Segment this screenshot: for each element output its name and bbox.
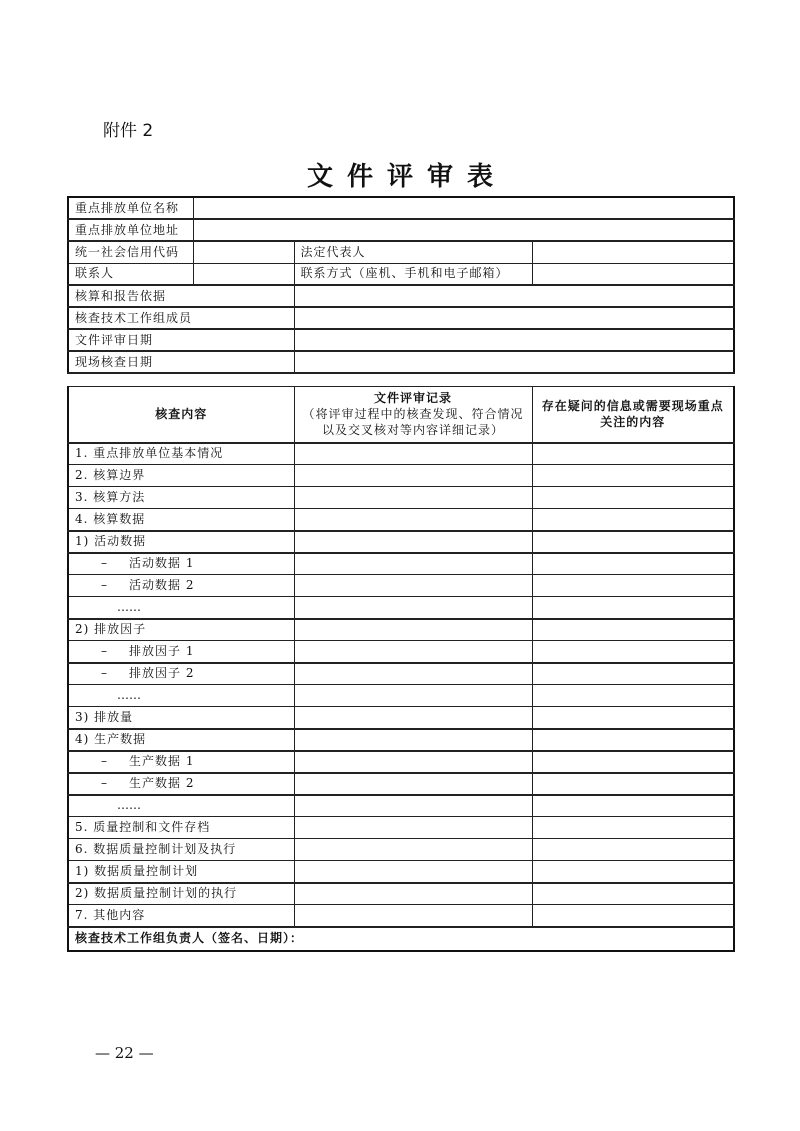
review-row xyxy=(68,619,734,641)
review-date-label: 文件评审日期 xyxy=(68,329,294,351)
review-record-field[interactable] xyxy=(294,509,532,531)
row-site-check-date xyxy=(68,351,734,373)
signature-field[interactable]: 核查技术工作组负责人（签名、日期）： xyxy=(68,927,734,951)
question-field[interactable] xyxy=(532,531,734,553)
review-item-label: 4. 核算数据 xyxy=(68,509,294,531)
question-field[interactable] xyxy=(532,465,734,487)
question-field[interactable] xyxy=(532,729,734,751)
review-records-table xyxy=(67,386,735,952)
review-item-label: 6. 数据质量控制计划及执行 xyxy=(68,839,294,861)
question-field[interactable] xyxy=(532,883,734,905)
review-record-field[interactable] xyxy=(294,553,532,575)
review-row xyxy=(68,487,734,509)
review-row xyxy=(68,817,734,839)
review-row xyxy=(68,729,734,751)
review-item-label: 3. 核算方法 xyxy=(68,487,294,509)
review-item-label: 1) 数据质量控制计划 xyxy=(68,861,294,883)
row-unit-address xyxy=(68,219,734,241)
unit-address-label: 重点排放单位地址 xyxy=(68,219,193,241)
basis-field[interactable] xyxy=(294,285,734,307)
attachment-label: 附件 2 xyxy=(103,121,154,141)
review-record-field[interactable] xyxy=(294,707,532,729)
review-row xyxy=(68,707,734,729)
question-field[interactable] xyxy=(532,619,734,641)
review-row xyxy=(68,795,734,817)
review-item-label: 1. 重点排放单位基本情况 xyxy=(68,443,294,465)
review-header-row xyxy=(68,387,734,443)
review-item-ellipsis: …… xyxy=(68,685,294,707)
review-item-ellipsis: …… xyxy=(68,597,294,619)
review-record-field[interactable] xyxy=(294,487,532,509)
review-item-sub: – 生产数据 2 xyxy=(68,773,294,795)
question-field[interactable] xyxy=(532,443,734,465)
dash-marker: – xyxy=(101,776,108,790)
review-item-label: 2) 排放因子 xyxy=(68,619,294,641)
row-contact xyxy=(68,263,734,285)
review-row xyxy=(68,839,734,861)
signature-row xyxy=(68,927,734,951)
review-record-field[interactable] xyxy=(294,531,532,553)
review-record-field[interactable] xyxy=(294,685,532,707)
review-item-sub: – 活动数据 2 xyxy=(68,575,294,597)
legal-rep-field[interactable] xyxy=(532,241,734,263)
question-field[interactable] xyxy=(532,795,734,817)
row-credit-code xyxy=(68,241,734,263)
review-row xyxy=(68,861,734,883)
review-item-label: 7. 其他内容 xyxy=(68,905,294,927)
review-item-label: 1) 活动数据 xyxy=(68,531,294,553)
question-field[interactable] xyxy=(532,861,734,883)
contact-label: 联系人 xyxy=(68,263,193,285)
dash-marker: – xyxy=(101,578,108,592)
legal-rep-label: 法定代表人 xyxy=(294,241,532,263)
unit-name-field[interactable] xyxy=(193,197,734,219)
unit-address-field[interactable] xyxy=(193,219,734,241)
review-record-field[interactable] xyxy=(294,773,532,795)
question-field[interactable] xyxy=(532,641,734,663)
question-field[interactable] xyxy=(532,773,734,795)
contact-method-label: 联系方式（座机、手机和电子邮箱） xyxy=(294,263,532,285)
question-field[interactable] xyxy=(532,707,734,729)
review-item-sub: – 排放因子 1 xyxy=(68,641,294,663)
review-record-field[interactable] xyxy=(294,641,532,663)
review-item-label: 3) 排放量 xyxy=(68,707,294,729)
basis-label: 核算和报告依据 xyxy=(68,285,294,307)
review-record-field[interactable] xyxy=(294,795,532,817)
question-field[interactable] xyxy=(532,487,734,509)
review-item-sub: – 活动数据 1 xyxy=(68,553,294,575)
team-members-label: 核查技术工作组成员 xyxy=(68,307,294,329)
review-item-sub: – 生产数据 1 xyxy=(68,751,294,773)
col-header-questions: 存在疑问的信息或需要现场重点关注的内容 xyxy=(532,387,734,443)
review-row xyxy=(68,465,734,487)
question-field[interactable] xyxy=(532,839,734,861)
question-field[interactable] xyxy=(532,597,734,619)
review-row xyxy=(68,531,734,553)
review-item-label: 4) 生产数据 xyxy=(68,729,294,751)
site-check-date-field[interactable] xyxy=(294,351,734,373)
row-review-date xyxy=(68,329,734,351)
unit-name-label: 重点排放单位名称 xyxy=(68,197,193,219)
question-field[interactable] xyxy=(532,553,734,575)
review-date-field[interactable] xyxy=(294,329,734,351)
site-check-date-label: 现场核查日期 xyxy=(68,351,294,373)
review-record-field[interactable] xyxy=(294,597,532,619)
review-record-field[interactable] xyxy=(294,861,532,883)
credit-code-field[interactable] xyxy=(193,241,294,263)
review-record-field[interactable] xyxy=(294,663,532,685)
review-record-field[interactable] xyxy=(294,729,532,751)
review-record-field[interactable] xyxy=(294,575,532,597)
question-field[interactable] xyxy=(532,663,734,685)
review-item-label: 2. 核算边界 xyxy=(68,465,294,487)
col-header-check-content: 核查内容 xyxy=(68,387,294,443)
dash-marker: – xyxy=(101,754,108,768)
review-record-field[interactable] xyxy=(294,905,532,927)
review-row xyxy=(68,905,734,927)
review-item-label: 5. 质量控制和文件存档 xyxy=(68,817,294,839)
row-basis xyxy=(68,285,734,307)
page-number: — 22 — xyxy=(95,1044,154,1062)
dash-marker: – xyxy=(101,666,108,681)
question-field[interactable] xyxy=(532,817,734,839)
review-row xyxy=(68,597,734,619)
review-row xyxy=(68,443,734,465)
col-header-review-note: （将评审过程中的核查发现、符合情况以及交叉核对等内容详细记录） xyxy=(302,407,524,438)
review-record-field[interactable] xyxy=(294,817,532,839)
review-row xyxy=(68,751,734,773)
page-title: 文件评审表 xyxy=(306,162,507,192)
row-team-members xyxy=(68,307,734,329)
contact-method-field[interactable] xyxy=(532,263,734,285)
review-row xyxy=(68,641,734,663)
review-row xyxy=(68,509,734,531)
file-review-table xyxy=(67,196,735,374)
review-item-label: 2) 数据质量控制计划的执行 xyxy=(68,883,294,905)
contact-field[interactable] xyxy=(193,263,294,285)
review-row xyxy=(68,553,734,575)
team-members-field[interactable] xyxy=(294,307,734,329)
question-field[interactable] xyxy=(532,905,734,927)
review-item-ellipsis: …… xyxy=(68,795,294,817)
review-row xyxy=(68,575,734,597)
review-item-sub: – 排放因子 2 xyxy=(68,663,294,685)
review-record-field[interactable] xyxy=(294,465,532,487)
review-record-field[interactable] xyxy=(294,751,532,773)
question-field[interactable] xyxy=(532,685,734,707)
question-field[interactable] xyxy=(532,751,734,773)
review-row xyxy=(68,663,734,685)
row-unit-name xyxy=(68,197,734,219)
review-row xyxy=(68,685,734,707)
dash-marker: – xyxy=(101,556,108,571)
review-row xyxy=(68,883,734,905)
question-field[interactable] xyxy=(532,509,734,531)
col-header-review-record: 文件评审记录 （将评审过程中的核查发现、符合情况以及交叉核对等内容详细记录） xyxy=(294,387,532,443)
credit-code-label: 统一社会信用代码 xyxy=(68,241,193,263)
review-record-field[interactable] xyxy=(294,443,532,465)
review-record-field[interactable] xyxy=(294,883,532,905)
review-record-field[interactable] xyxy=(294,839,532,861)
question-field[interactable] xyxy=(532,575,734,597)
dash-marker: – xyxy=(101,643,108,658)
review-row xyxy=(68,773,734,795)
review-record-field[interactable] xyxy=(294,619,532,641)
